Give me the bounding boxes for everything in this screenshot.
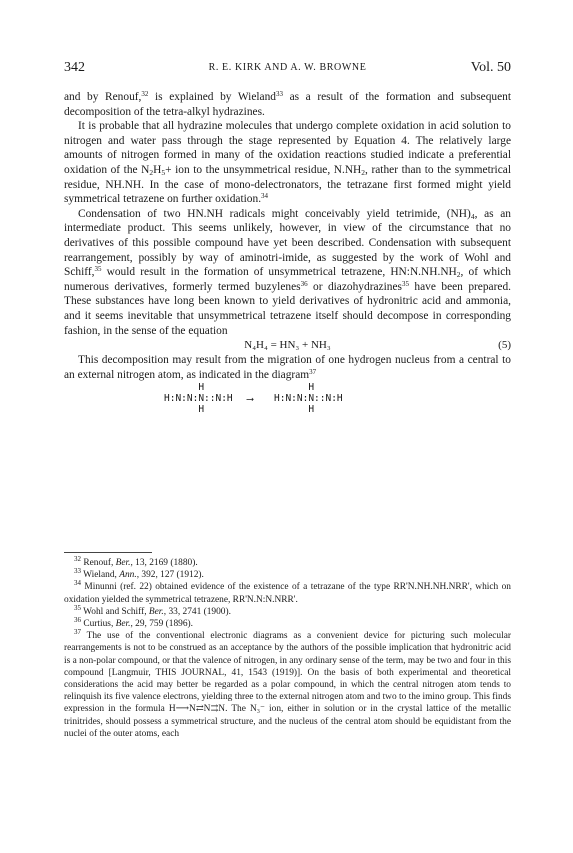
text-span: , rather than to the symmetrical residue, NH.NH. In the case of mono-delectronators, the tetrazane first formed might yield symmetrical tetrazene on further oxidation. — [64, 163, 511, 206]
diagram-right-structure: H H:N:N:N::N:H H — [274, 382, 343, 416]
footnote-ref: 35 — [401, 279, 409, 288]
text-span: is explained by Wieland — [148, 91, 276, 103]
text-span: Wohl and Schiff, — [81, 606, 149, 617]
text-span: would result in the formation of unsymmetrical tetrazene, HN:N.NH.NH — [101, 266, 457, 279]
body-text — [64, 90, 511, 428]
text-span: , 29, 759 (1896). — [130, 619, 193, 630]
text-span: Renouf, — [81, 558, 116, 568]
footnote-ref: 34 — [261, 192, 269, 201]
equation-number: (5) — [498, 339, 511, 352]
text-span: Wieland, — [81, 570, 120, 581]
running-head: R. E. KIRK AND A. W. BROWNE — [208, 62, 367, 73]
text-span: It is probable that all hydrazine molecules that undergo complete oxidation in acid solution to nitrogen and water pass through the stage represented by Equation 4. The relatively large amounts of nitrogen formed in many of the oxidation reactions studied indicate a preferential oxidation of the N — [64, 120, 511, 176]
subscript: 2 — [149, 167, 154, 177]
footnote-ref: 32 — [141, 90, 149, 98]
diagram-left-structure: H H:N:N:N::N:H H — [164, 382, 233, 416]
footnote-number: 37 — [74, 628, 81, 637]
journal-name: Ber. — [148, 606, 164, 617]
footnote-ref: 37 — [309, 367, 317, 376]
page-number: 342 — [64, 60, 85, 75]
footnote-number: 32 — [74, 555, 81, 563]
footnote-ref: 36 — [300, 279, 308, 288]
subscript: 2 — [456, 270, 461, 280]
text-span: The use of the conventional electronic diagrams as a convenient device for picturing such molecular rearrangements is not to be construed as an acceptance by the authors of the possible implication that hydronitric acid is a non-polar compound, or that the valence of nitrogen, in any ordinary sense of the term, may be two and four in this compound [Langmuir, THIS JOURNAL, 41, 1543 (1919)]. On the basis of both experimental and theoretical considerations the acid may better be regarded as a polar compound, in which the central nitrogen atom tends to relinquish its five valence electrons, yielding three to the external nitrogen atom and two to the imino group. This finds expression in the formula H⟶N⇄N⇉N. The N₃⁻ ion, either in solution or in the crystal lattice of the metallic trinitrides, should possess a symmetrical structure, and the nucleus of the central atom should be equidistant from the nuclei of the outer atoms, each — [64, 631, 511, 739]
footnote-35 — [64, 603, 511, 618]
text-span: + ion to the unsymmetrical residue, N.NH — [165, 163, 362, 176]
volume-label: Vol. 50 — [470, 60, 511, 75]
subscript: 2 — [361, 167, 366, 177]
text-span: as a result of the formation and subsequent decomposition of the tetra-alkyl hydrazines. — [64, 91, 512, 118]
subscript: 4 — [470, 211, 475, 221]
footnote-37 — [64, 630, 511, 740]
text-span: This decomposition may result from the migration of one hydrogen nucleus from a central to an external nitrogen atom, as indicated in the diagram — [64, 354, 511, 381]
footnotes — [64, 557, 511, 740]
paragraph-4 — [64, 353, 511, 382]
text-span: , of which numerous derivatives, formerly termed buzylenes — [64, 266, 511, 293]
footnote-34 — [64, 581, 511, 605]
equation-5 — [64, 338, 511, 353]
journal-name: Ber. — [115, 619, 131, 630]
page-header — [64, 60, 511, 78]
text-span: , 13, 2169 (1880). — [130, 558, 198, 568]
text-span: , 33, 2741 (1900). — [163, 606, 231, 617]
footnote-number: 34 — [74, 579, 81, 588]
footnote-ref: 35 — [94, 265, 102, 274]
paragraph-3 — [64, 207, 511, 338]
text-span: Curtius, — [81, 619, 116, 630]
text-span: Condensation of two HN.NH radicals might conceivably yield tetrimide, (NH) — [78, 207, 471, 220]
journal-name: Ann. — [119, 570, 137, 581]
journal-name: Ber. — [115, 558, 131, 568]
diagram-arrow: ⟶ — [247, 394, 254, 406]
footnote-ref: 33 — [276, 90, 283, 98]
footnote-number: 33 — [74, 567, 81, 576]
subscript: 5 — [161, 167, 166, 177]
electron-diagram — [64, 382, 511, 428]
footnote-number: 36 — [74, 616, 81, 625]
footnote-33 — [64, 569, 511, 581]
footnote-32 — [64, 557, 511, 569]
equation-formula: N₄H₄ = HN₃ + NH₃ — [244, 339, 331, 352]
text-span: H — [153, 163, 162, 176]
text-span: , as an intermediate product. This seems unlikely, however, in view of the circumstance that no derivatives of this possible compound have yet been described. Condensation with subsequent rearrangement, possibly by way of aminotri-imide, as suggested by the work of Wohl and Schiff, — [64, 207, 511, 279]
footnote-number: 35 — [74, 603, 81, 612]
text-span: have been prepared. These substances have long been known to yield derivatives of hydronitric acid and ammonia, and it seems inevitable that unsymmetrical tetrazene itself should decompose in corresponding fashion, in the sense of the equation — [64, 280, 512, 337]
paragraph-1 — [64, 90, 511, 119]
footnote-rule — [64, 552, 152, 553]
text-span: Minunni (ref. 22) obtained evidence of the existence of a tetrazane of the type RR'N.NH.NH.NRR', which on oxidation yielded the symmetrical tetrazene, RR'N.N:N.NRR'. — [64, 582, 511, 605]
text-span: , 392, 127 (1912). — [136, 570, 204, 581]
text-span: and by Renouf, — [64, 91, 142, 103]
text-span: or diazohydrazines — [307, 280, 402, 293]
footnote-36 — [64, 618, 511, 630]
paragraph-2 — [64, 119, 511, 207]
